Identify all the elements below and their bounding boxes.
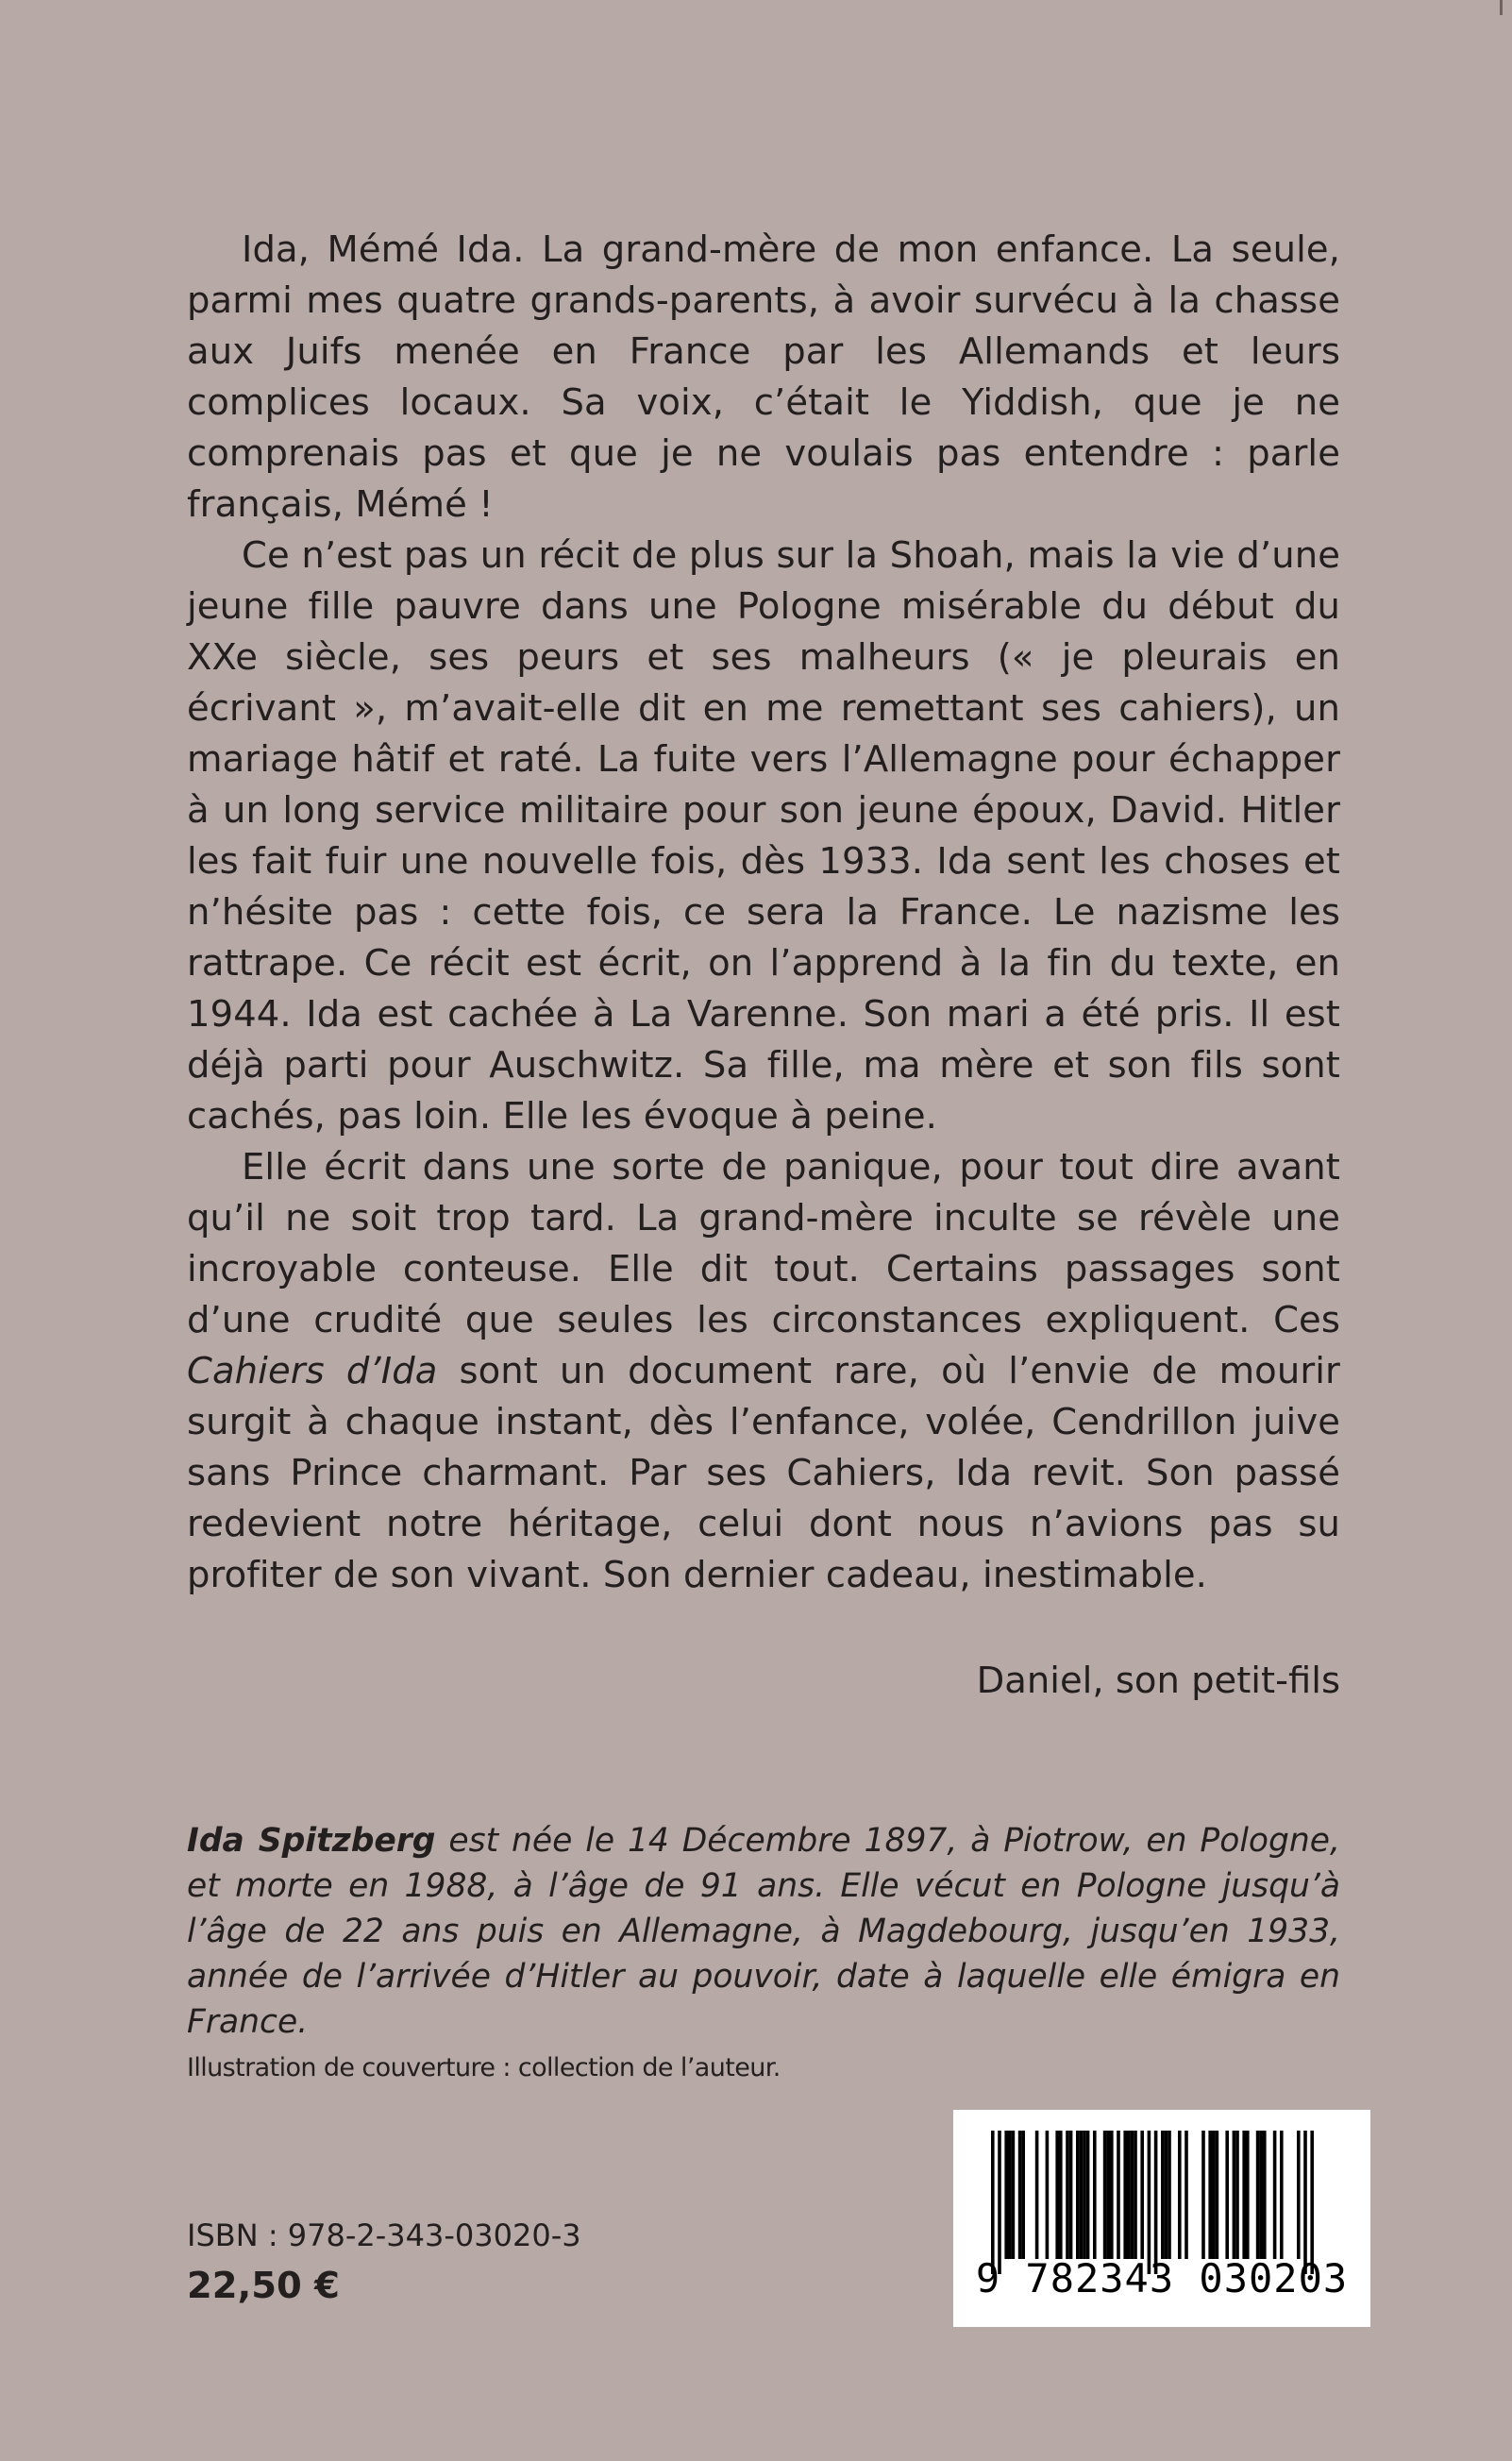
barcode-bar [1018, 2131, 1022, 2259]
barcode-bar [998, 2131, 1001, 2274]
barcode-bar [1055, 2131, 1059, 2259]
barcode-bar [1263, 2131, 1267, 2259]
barcode-bar [1178, 2131, 1182, 2259]
barcode-bar [1021, 2131, 1025, 2259]
barcode-bar [1235, 2131, 1239, 2259]
barcode-bar [991, 2131, 995, 2274]
barcode-bar [1148, 2131, 1151, 2274]
barcode-bar [1012, 2131, 1016, 2259]
author-bio [187, 1818, 1340, 2045]
barcode-bar [1256, 2131, 1260, 2259]
barcode-bar [1233, 2131, 1236, 2259]
barcode-bar [1127, 2131, 1131, 2259]
barcode-bar [1184, 2131, 1188, 2259]
barcode-bar [1273, 2131, 1277, 2259]
barcode-bar [1154, 2131, 1158, 2274]
barcode-bar [1297, 2131, 1301, 2259]
blurb-paragraph-2: Ce n’est pas un récit de plus sur la Shoah, mais la vie d’une jeune fille pauvre dans une Pologne misérable du début du XXe siècle, ses peurs et ses malheurs (« je pleurais en écrivant », m’avait-elle dit en me remettant ses cahiers), un mariage hâtif et raté. La fuite vers l’Allemagne pour échapper à un long service militaire pour son jeune époux, David. Hitler les fait fuir une nouvelle fois, dès 1933. Ida sent les choses et n’hésite pas : cette fois, ce sera la France. Le nazisme les rattrape. Ce récit est écrit, on l’apprend à la fin du texte, en 1944. Ida est cachée à La Varenne. Son mari a été pris. Il est déjà parti pour Auschwitz. Sa fille, ma mère et son fils sont cachés, pas loin. Elle les évoque à peine. [187, 534, 1340, 1138]
isbn: ISBN : 978-2-343-03020-3 [187, 2217, 581, 2253]
author-name: Ida Spitzberg [187, 1822, 436, 1860]
blurb-paragraph-3 [187, 1142, 1340, 1601]
blurb-paragraph-3-start: Elle écrit dans une sorte de panique, pour tout dire avant qu’il ne soit trop tard. La grand-mère inculte se révèle une incroyable conteuse. Elle dit tout. Certains passages sont d’une crudité que seules les circonstances expliquent. Ces [187, 1146, 1340, 1341]
barcode-bar [1083, 2131, 1086, 2259]
barcode-bar [1201, 2131, 1205, 2259]
barcode-bar [1208, 2131, 1212, 2259]
barcode-bar [1110, 2131, 1114, 2259]
barcode-bar [1165, 2131, 1168, 2259]
barcode-bar [1131, 2131, 1134, 2259]
barcode-bar [1216, 2131, 1219, 2259]
barcode-bar [1035, 2131, 1039, 2259]
barcode-bar [1161, 2131, 1165, 2259]
blurb-paragraph-3-end: sont un document rare, où l’envie de mourir surgit à chaque instant, dès l’enfance, volée, Cendrillon juive sans Prince charmant. Par ses Cahiers, Ida revit. Son passé redevient notre héritage, celui dont nous n’avions pas su profiter de son vivant. Son dernier cadeau, inestimable. [187, 1350, 1340, 1596]
barcode-bar [1134, 2131, 1137, 2259]
barcode-bar [1103, 2131, 1107, 2259]
barcode-bar [1246, 2131, 1250, 2259]
edge-mark [1500, 0, 1503, 15]
author-bio-text: est née le 14 Décembre 1897, à Piotrow, en Pologne, et morte en 1988, à l’âge de 91 ans. Elle vécut en Pologne jusqu’à l’âge de 22 ans puis en Allemagne, à Magdebourg, jusqu’en 1933, année de l’arrivée d’Hitler au pouvoir, date à laquelle elle émigra en France. [187, 1822, 1340, 2041]
barcode-bar [1004, 2131, 1008, 2259]
barcode-bar [1242, 2131, 1246, 2259]
barcode-bar [1069, 2131, 1073, 2259]
book-title: Cahiers d’Ida [187, 1350, 438, 1392]
cover-credit: Illustration de couverture : collection de l’auteur. [187, 2053, 781, 2082]
barcode-number: 9 782343 030203 [975, 2255, 1349, 2301]
blurb-text [187, 225, 1340, 1601]
barcode-bar [1008, 2131, 1012, 2259]
barcode-bar [1066, 2131, 1069, 2259]
barcode-bar [1106, 2131, 1110, 2259]
blurb-paragraph-1: Ida, Mémé Ida. La grand-mère de mon enfance. La seule, parmi mes quatre grands-parents, à avoir survécu à la chasse aux Juifs menée en France par les Allemands et leurs complices locaux. Sa voix, c’était le Yiddish, que je ne comprenais pas et que je ne voulais pas entendre : parle français, Mémé ! [187, 228, 1340, 526]
barcode-bar [1093, 2131, 1097, 2259]
barcode-bar [1086, 2131, 1090, 2259]
barcode-bar [1076, 2131, 1080, 2259]
barcode-bar [1059, 2131, 1063, 2259]
barcode-bar [1280, 2131, 1284, 2259]
signature: Daniel, son petit-fils [976, 1660, 1340, 1702]
barcode-bar [1303, 2131, 1307, 2274]
price: 22,50 € [187, 2265, 340, 2307]
barcode-bar [1117, 2131, 1120, 2259]
barcode [953, 2110, 1370, 2327]
barcode-bar [1080, 2131, 1084, 2259]
barcode-bar [1046, 2131, 1050, 2259]
barcode-bar [1123, 2131, 1127, 2259]
barcode-bar [1140, 2131, 1144, 2259]
barcode-bar [1225, 2131, 1229, 2259]
barcode-bar [1310, 2131, 1314, 2274]
barcode-bar [1259, 2131, 1263, 2259]
barcode-bar [1212, 2131, 1216, 2259]
barcode-bar [1168, 2131, 1171, 2259]
